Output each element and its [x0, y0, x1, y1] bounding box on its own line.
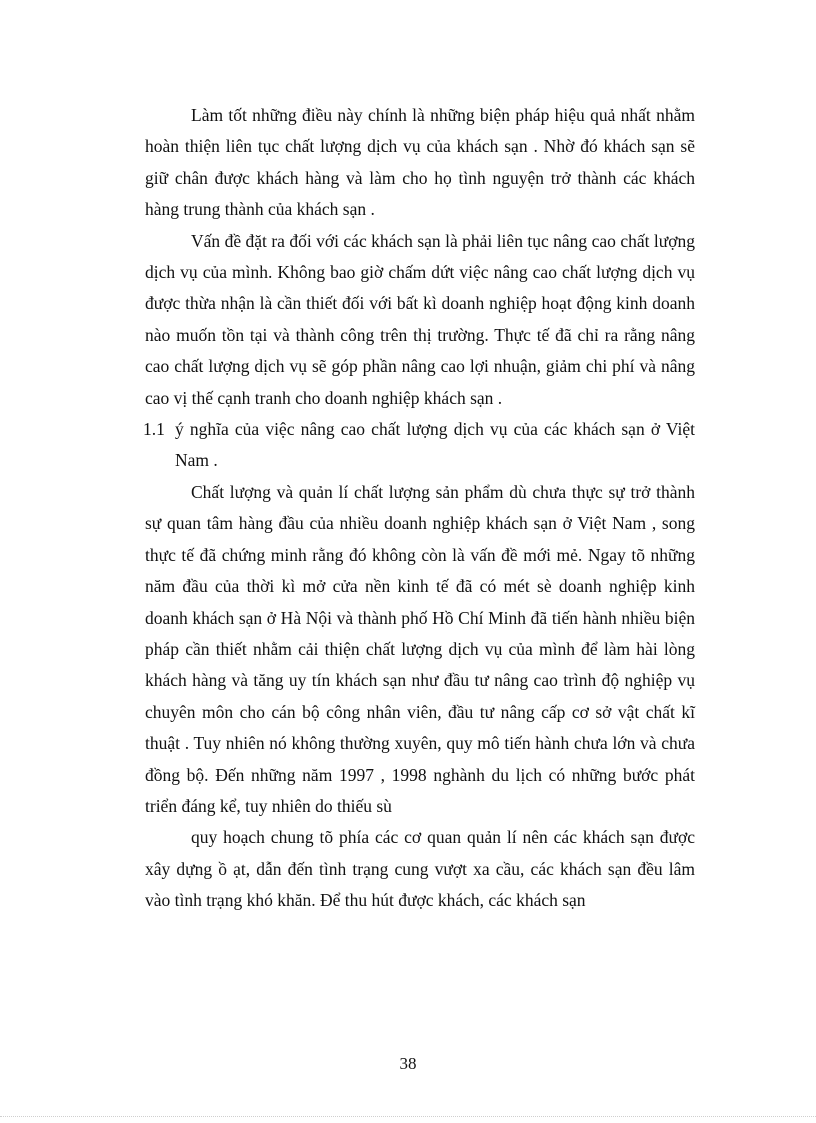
section-heading	[145, 414, 695, 477]
document-body	[145, 100, 695, 917]
paragraph-2: Vấn đề đặt ra đối với các khách sạn là phải liên tục nâng cao chất lượng dịch vụ của mình. Không bao giờ chấm dứt việc nâng cao chất lượng dịch vụ được thừa nhận là cần thiết đối với bất kì doanh nghiệp hoạt động kinh doanh nào muốn tồn tại và thành công trên thị trường. Thực tế đã chỉ ra rằng nâng cao chất lượng dịch vụ sẽ góp phần nâng cao lợi nhuận, giảm chi phí và nâng cao vị thế cạnh tranh cho doanh nghiệp khách sạn .	[145, 230, 695, 408]
page-bottom-divider	[0, 1116, 816, 1117]
paragraph-3: Chất lượng và quản lí chất lượng sản phẩm dù chưa thực sự trở thành sự quan tâm hàng đầu của nhiều doanh nghiệp khách sạn ở Việt Nam , song thực tế đã chứng minh rằng đó không còn là vấn đề mới mẻ. Ngay tõ những năm đầu của thời kì mở cửa nền kinh tế đã có mét sè doanh nghiệp kinh doanh khách sạn ở Hà Nội và thành phố Hồ Chí Minh đã tiến hành nhiều biện pháp cần thiết nhằm cải thiện chất lượng dịch vụ của mình để làm hài lòng khách hàng và tăng uy tín khách sạn như đầu tư nâng cao trình độ nghiệp vụ chuyên môn cho cán bộ công nhân viên, đầu tư nâng cấp cơ sở vật chất kĩ thuật . Tuy nhiên nó không thường xuyên, quy mô tiến hành chưa lớn và chưa đồng bộ. Đến những năm 1997 , 1998 nghành du lịch có những bước phát triển đáng kể, tuy nhiên do thiếu sù	[145, 481, 695, 816]
page-number: 38	[399, 1054, 417, 1073]
paragraph-1: Làm tốt những điều này chính là những biện pháp hiệu quả nhất nhằm hoàn thiện liên tục chất lượng dịch vụ của khách sạn . Nhờ đó khách sạn sẽ giữ chân được khách hàng và làm cho họ tình nguyện trở thành các khách hàng trung thành của khách sạn .	[145, 105, 695, 220]
paragraph-4: quy hoạch chung tõ phía các cơ quan quản lí nên các khách sạn được xây dựng ồ ạt, dẫn đến tình trạng cung vượt xa cầu, các khách sạn đều lâm vào tình trạng khó khăn. Để thu hút được khách, các khách sạn	[145, 827, 695, 911]
section-number: 1.1	[143, 419, 165, 440]
section-title: ý nghĩa của việc nâng cao chất lượng dịch vụ của các khách sạn ở Việt Nam .	[175, 419, 695, 471]
